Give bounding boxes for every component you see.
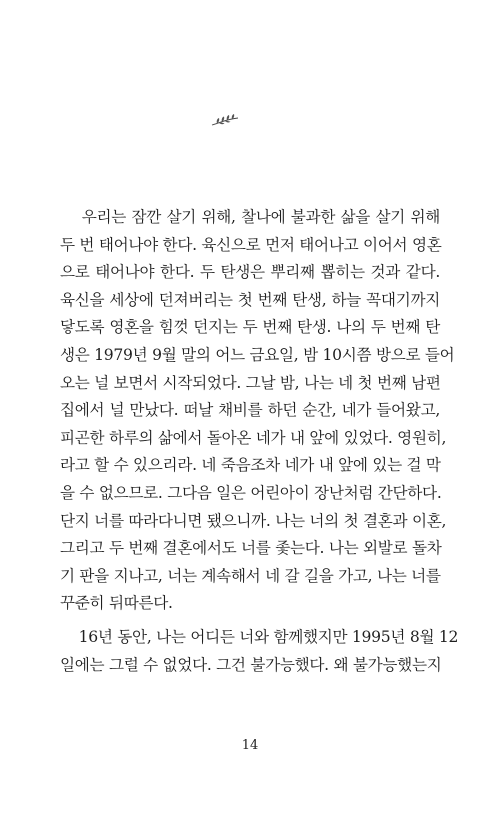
text-line: 을 수 없으므로. 그다음 일은 어린아이 장난처럼 간단하다.: [60, 483, 442, 502]
text-line: 그리고 두 번째 결혼에서도 너를 좇는다. 나는 외발로 돌차: [60, 539, 442, 558]
text-line: 닿도록 영혼을 힘껏 던지는 두 번째 탄생. 나의 두 번째 탄: [60, 318, 440, 337]
laurel-sprig-icon: [210, 110, 240, 128]
text-line: 16년 동안, 나는 어디든 너와 함께했지만 1995년 8월 12: [60, 628, 459, 646]
text-line: 으로 태어나야 한다. 두 탄생은 뿌리째 뽑히는 것과 같다.: [60, 263, 440, 282]
text-line: 두 번 태어나야 한다. 육신으로 먼저 태어나고 이어서 영혼: [60, 235, 442, 254]
text-line: 기 판을 지나고, 너는 계속해서 네 갈 길을 가고, 나는 너를: [60, 566, 441, 585]
text-line: 육신을 세상에 던져버리는 첫 번째 탄생, 하늘 꼭대기까지: [60, 290, 440, 309]
text-line: 집에서 널 만났다. 떠날 채비를 하던 순간, 네가 들어왔고,: [60, 401, 440, 420]
text-line: 꾸준히 뒤따른다.: [60, 594, 173, 613]
paragraph-2: [60, 624, 459, 679]
text-line: 오는 널 보면서 시작되었다. 그날 밤, 나는 네 첫 번째 남편: [60, 373, 441, 392]
text-line: 생은 1979년 9월 말의 어느 금요일, 밤 10시쯤 방으로 들어: [60, 345, 455, 364]
text-line: 우리는 잠깐 살기 위해, 찰나에 불과한 삶을 살기 위해: [60, 208, 440, 226]
page-number: 14: [241, 738, 259, 753]
text-line: 라고 할 수 있으리라. 네 죽음조차 네가 내 앞에 있는 걸 막: [60, 456, 441, 475]
text-line: 피곤한 하루의 삶에서 돌아온 네가 내 앞에 있었다. 영원히,: [60, 428, 447, 447]
text-line: 일에는 그럴 수 없었다. 그건 불가능했다. 왜 불가능했는지: [60, 655, 442, 674]
text-line: 단지 너를 따라다니면 됐으니까. 나는 너의 첫 결혼과 이혼,: [60, 511, 447, 530]
paragraph-1: [60, 204, 455, 618]
